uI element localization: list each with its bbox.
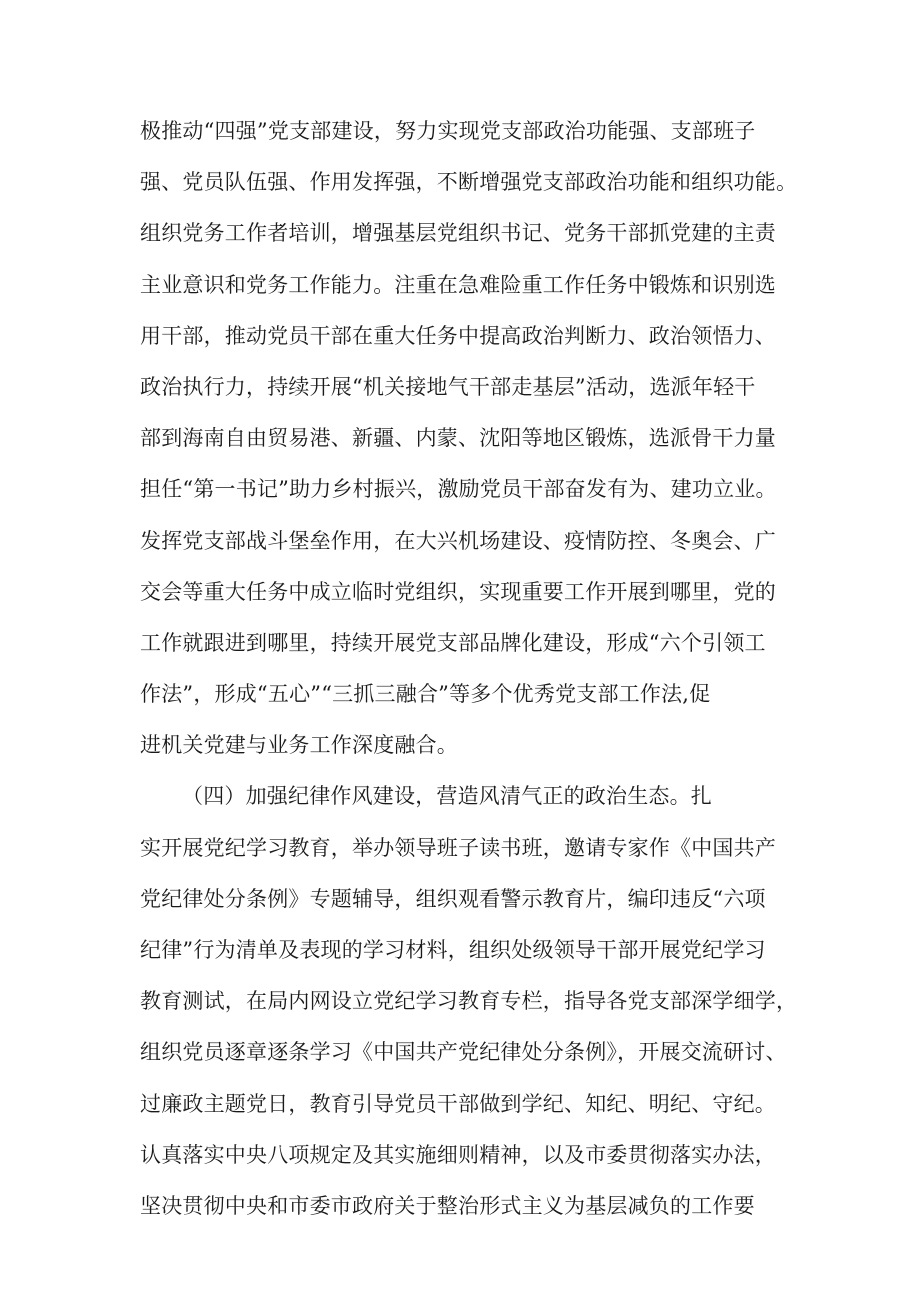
text-line: 教育测试，在局内网设立党纪学习教育专栏，指导各党支部深学细学， [140, 989, 798, 1014]
text-line: 强、党员队伍强、作用发挥强，不断增强党支部政治功能和组织功能。 [140, 170, 798, 195]
text-line: 纪律”行为清单及表现的学习材料，组织处级领导干部开展党纪学习 [140, 938, 766, 962]
text-line: 极推动“四强”党支部建设，努力实现党支部政治功能强、支部班子 [140, 119, 756, 143]
text-line: 交会等重大任务中成立临时党组织，实现重要工作开展到哪里，党的 [140, 579, 776, 604]
text-line: 过廉政主题党日，教育引导党员干部做到学纪、知纪、明纪、守纪。 [140, 1091, 776, 1116]
text-line: 部到海南自由贸易港、新疆、内蒙、沈阳等地区锻炼，选派骨干力量 [140, 426, 776, 451]
text-line: 党纪律处分条例》专题辅导，组织观看警示教育片，编印违反“六项 [140, 886, 766, 911]
text-line: 主业意识和党务工作能力。注重在急难险重工作任务中锻炼和识别选 [140, 272, 776, 297]
text-line: 组织党员逐章逐条学习《中国共产党纪律处分条例》，开展交流研讨、 [140, 1040, 787, 1065]
text-line: 政治执行力，持续开展“机关接地气干部走基层”活动，选派年轻干 [140, 374, 756, 399]
text-line: 进机关党建与业务工作深度融合。 [140, 733, 458, 758]
text-line: 实开展党纪学习教育，举办领导班子读书班，邀请专家作《中国共产 [140, 835, 776, 860]
text-line: 用干部，推动党员干部在重大任务中提高政治判断力、政治领悟力、 [140, 323, 776, 348]
text-line: 组织党务工作者培训，增强基层党组织书记、党务干部抓党建的主责 [140, 221, 776, 246]
text-line: 作法”，形成“五心”“三抓三融合”等多个优秀党支部工作法,促 [140, 682, 711, 707]
text-line: 认真落实中央八项规定及其实施细则精神，以及市委贯彻落实办法， [140, 1142, 776, 1167]
text-line: 发挥党支部战斗堡垒作用，在大兴机场建设、疫情防控、冬奥会、广 [140, 528, 776, 553]
text-line: 工作就跟进到哪里，持续开展党支部品牌化建设，形成“六个引领工 [140, 630, 766, 655]
section-heading-line: （四）加强纪律作风建设，营造风清气正的政治生态。扎 [182, 784, 712, 809]
text-line: 担任“第一书记”助力乡村振兴，激励党员干部奋发有为、建功立业。 [140, 477, 777, 502]
document-body [140, 106, 798, 1232]
text-line: 坚决贯彻中央和市委市政府关于整治形式主义为基层减负的工作要 [140, 1193, 755, 1218]
